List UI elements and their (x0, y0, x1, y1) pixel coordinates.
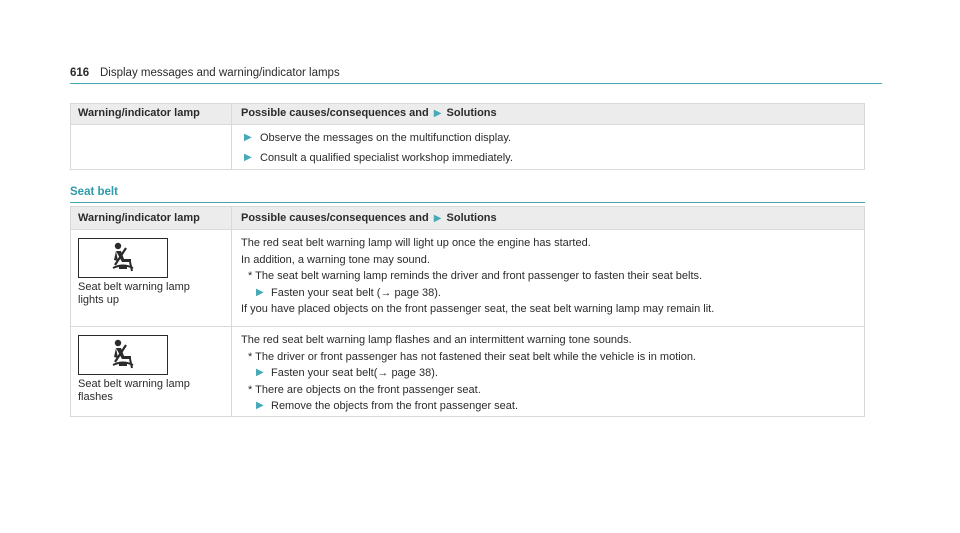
causes-label: Possible causes/consequences and (241, 212, 429, 224)
column-header-lamp: Warning/indicator lamp (71, 104, 232, 125)
section-heading (70, 182, 865, 203)
solution-step: ▶ Consult a qualified specialist workshop immediately. (244, 152, 513, 164)
lamp-label: Seat belt warning lamp lights up (78, 281, 190, 306)
page-title: Display messages and warning/indicator lamps (100, 67, 340, 79)
solutions-cell (232, 125, 865, 170)
cause-item: * The seat belt warning lamp reminds the driver and front passenger to fasten their seat belts. (248, 270, 703, 282)
page-header (70, 67, 882, 84)
play-arrow-icon: ▶ (433, 213, 442, 224)
cause-text: If you have placed objects on the front passenger seat, the seat belt warning lamp may remain lit. (241, 303, 715, 315)
warning-table-continued (70, 103, 865, 170)
play-arrow-icon: ▶ (256, 286, 264, 298)
seat-belt-warning-icon (78, 238, 168, 278)
play-arrow-icon: ▶ (256, 367, 264, 378)
lamp-cell (71, 327, 232, 417)
cause-item: * The driver or front passenger has not fastened their seat belt while the vehicle is in motion. (248, 350, 696, 363)
table-row (71, 125, 865, 170)
solution-step: ▶ Fasten your seat belt(→ page 38). (241, 365, 857, 382)
seat-belt-warning-icon (78, 335, 168, 375)
play-arrow-icon: ▶ (244, 132, 252, 143)
table-row (71, 327, 865, 417)
causes-label: Possible causes/consequences and (241, 107, 429, 119)
section-title: Seat belt (70, 186, 118, 198)
cause-text: The red seat belt warning lamp will light up once the engine has started. (241, 237, 591, 249)
column-header-causes (232, 207, 865, 230)
cause-text: The red seat belt warning lamp flashes and an intermittent warning tone sounds. (241, 334, 632, 346)
causes-cell (232, 327, 865, 417)
causes-cell (232, 230, 865, 327)
solution-step: ▶ Remove the objects from the front passenger seat. (241, 398, 857, 415)
column-header-lamp: Warning/indicator lamp (71, 207, 232, 230)
lamp-cell (71, 230, 232, 327)
play-arrow-icon: ▶ (433, 108, 442, 119)
play-arrow-icon: ▶ (256, 400, 264, 411)
solutions-label: Solutions (446, 212, 497, 224)
seat-belt-table (70, 206, 865, 417)
table-row (71, 230, 865, 327)
lamp-cell-empty (71, 125, 232, 170)
solutions-label: Solutions (446, 107, 497, 119)
page-number: 616 (70, 67, 90, 79)
play-arrow-icon: ▶ (244, 152, 252, 163)
lamp-label: Seat belt warning lamp flashes (78, 378, 190, 403)
cause-text: In addition, a warning tone may sound. (241, 253, 430, 266)
solution-step: ▶ Fasten your seat belt (→ page 38). (241, 285, 857, 302)
cause-item: * There are objects on the front passenger seat. (248, 383, 481, 396)
solution-step: ▶ Observe the messages on the multifunction display. (244, 132, 512, 144)
column-header-causes (232, 104, 865, 125)
